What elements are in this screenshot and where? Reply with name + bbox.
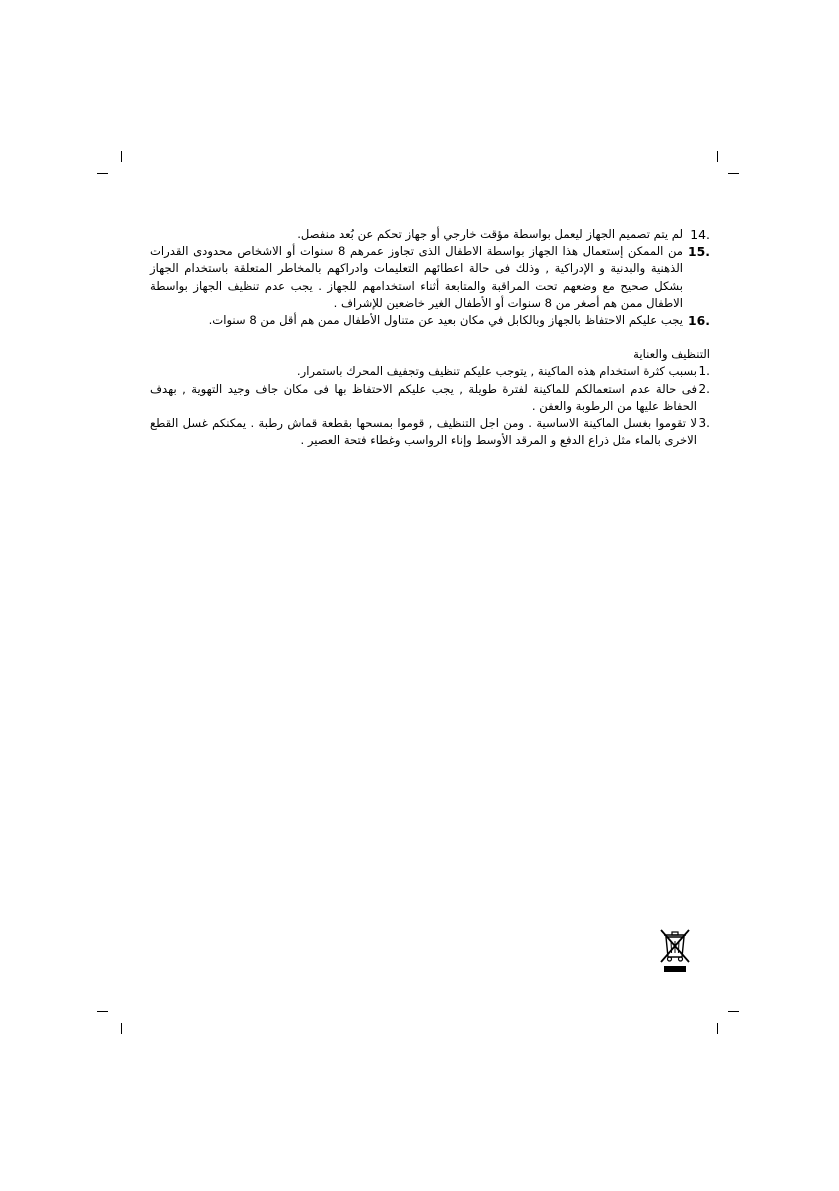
item-number: 14. — [690, 227, 710, 242]
care-heading: التنظيف والعناية — [633, 347, 710, 362]
item-text: من الممكن إستعمال هذا الجهاز بواسطة الاطفال الذى تجاوز عمرهم 8 سنوات أو الاشخاص محدودى القدرات الذهنية والبدنية و الإدراكية , وذلك فى حالة اعطائهم التعليمات وادراكهم بالمخاطر المتعلقة باستخدام الجهاز بشكل صحيح مع وضعهم تحت المراقبة والمتابعة أثناء استخدامهم للجهاز . يجب عدم تنظيف الجهاز بواسطة الاطفال ممن هم أصغر من 8 سنوات أو الأطفال الغير خاضعين للإشراف . — [150, 244, 683, 310]
item-number: 1. — [698, 364, 710, 379]
item-text: يجب عليكم الاحتفاظ بالجهاز وبالكابل في مكان بعيد عن متناول الأطفال ممن هم أقل من 8 سنوات. — [208, 313, 683, 328]
safety-item-14 — [150, 226, 710, 243]
care-item-2 — [150, 381, 710, 415]
crop-mark-bottom-left-vertical — [121, 1023, 122, 1034]
crop-mark-bottom-right-horizontal — [728, 1011, 739, 1012]
care-item-1 — [150, 363, 710, 380]
item-text: لم يتم تصميم الجهاز ليعمل بواسطة مؤقت خارجي أو جهاز تحكم عن بُعد منفصل. — [297, 227, 683, 241]
crop-mark-top-right-horizontal — [728, 173, 739, 174]
crop-mark-top-left-horizontal — [97, 173, 108, 174]
care-item-3 — [150, 415, 710, 449]
crop-mark-top-left-vertical — [121, 151, 122, 162]
safety-item-15 — [150, 243, 710, 312]
manual-page-content — [150, 226, 710, 449]
item-number: 3. — [698, 416, 710, 431]
item-text: بسبب كثرة استخدام هذه الماكينة , يتوجب عليكم تنظيف وتجفيف المحرك باستمرار. — [296, 364, 697, 379]
crop-mark-top-right-vertical — [717, 151, 718, 162]
item-number: 2. — [698, 381, 710, 396]
safety-item-16 — [150, 312, 710, 329]
item-number: 15. — [688, 244, 710, 260]
crop-mark-bottom-right-vertical — [717, 1023, 718, 1034]
item-number: 16. — [688, 313, 710, 329]
crop-mark-bottom-left-horizontal — [97, 1011, 108, 1012]
crossed-out-wheelie-bin-icon — [655, 927, 695, 973]
item-text: لا تقوموا بغسل الماكينة الاساسية . ومن اجل التنظيف , قوموا بمسحها بقطعة قماش رطبة . يمكنكم غسل القطع الاخرى بالماء مثل ذراع الدفع و المرقد الأوسط وإناء الرواسب وغطاء فتحة العصير . — [150, 416, 697, 448]
item-text: فى حالة عدم استعمالكم للماكينة لفترة طويلة , يجب عليكم الاحتفاظ بها فى مكان جاف وجيد التهوية , بهدف الحفاظ عليها من الرطوبة والعفن . — [150, 381, 697, 413]
